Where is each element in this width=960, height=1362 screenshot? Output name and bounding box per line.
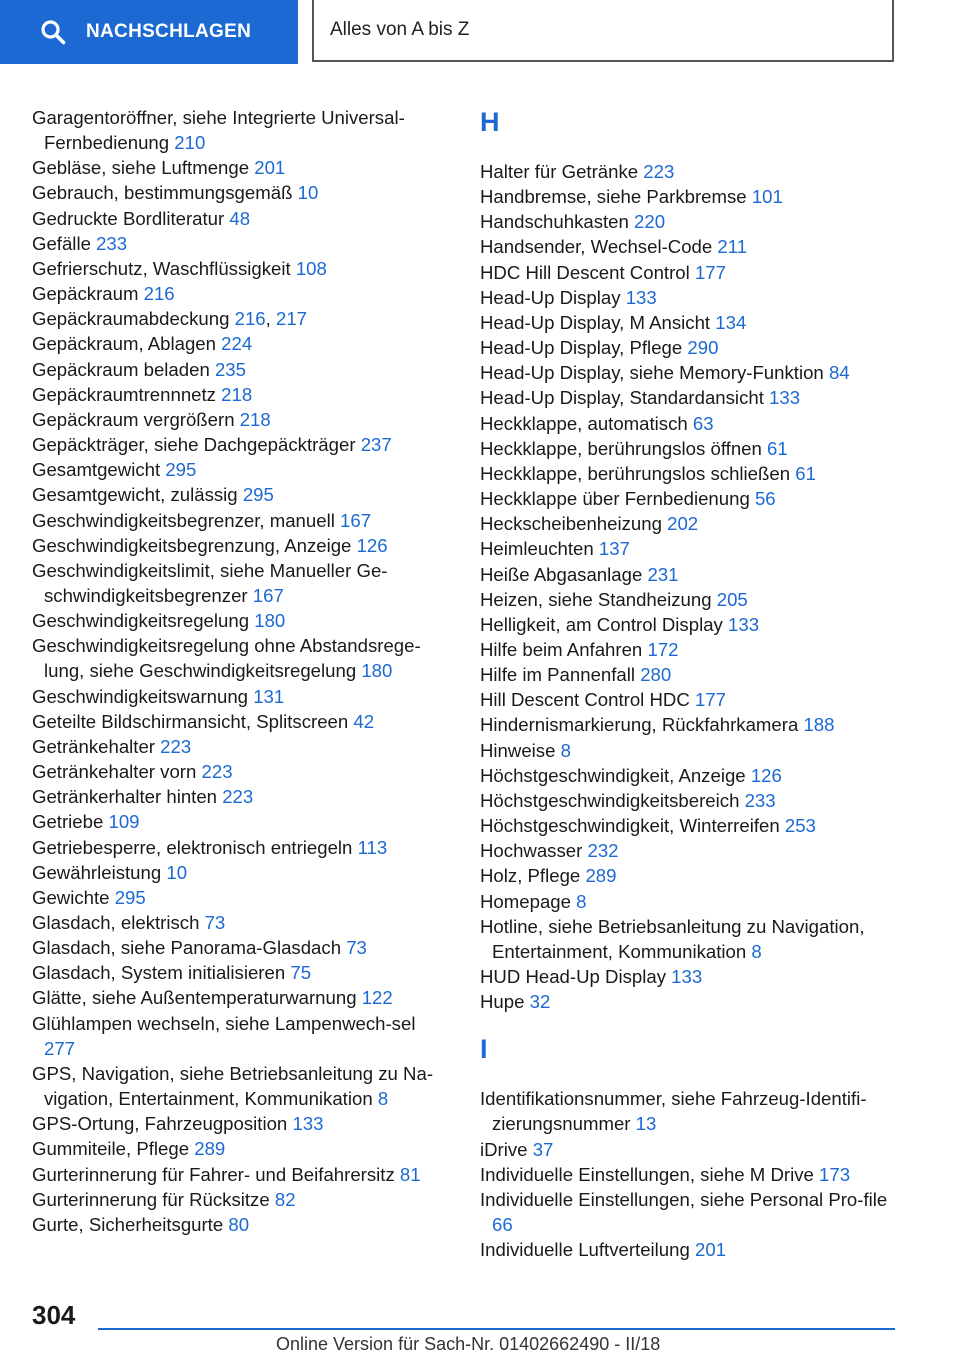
index-entry (480, 1137, 900, 1162)
index-entry (480, 159, 900, 184)
page-link[interactable]: 295 (114, 886, 146, 908)
index-entry (32, 206, 442, 231)
index-term: Gesamtgewicht (32, 459, 161, 481)
index-column-left (32, 105, 442, 1237)
page-link[interactable]: 211 (717, 236, 748, 258)
index-term: Gepäckraumabdeckung (32, 308, 230, 330)
search-icon (40, 19, 66, 45)
page-link[interactable]: 202 (667, 513, 699, 535)
page-link[interactable]: 295 (242, 484, 274, 506)
page-link[interactable]: 8 (751, 940, 762, 962)
index-term: Handsender, Wechsel-Code (480, 236, 713, 258)
page-link[interactable]: 133 (671, 966, 703, 987)
index-term: Head-Up Display, Standardansicht (480, 387, 764, 409)
index-term: Identifikationsnummer, siehe Fahrzeug-Identifi-zierungsnummer (480, 1088, 867, 1135)
page-link[interactable]: 220 (634, 211, 666, 233)
index-entry (32, 105, 442, 155)
page-link[interactable]: 73 (204, 912, 226, 933)
index-term: Getränkehalter (32, 735, 155, 757)
index-column-right (480, 105, 900, 1262)
page-link[interactable]: 216 (234, 308, 266, 330)
index-entry (480, 536, 900, 561)
page-link[interactable]: 188 (803, 714, 835, 736)
page-link[interactable]: 134 (715, 311, 747, 333)
index-entry (32, 382, 442, 407)
index-term: Gesamtgewicht, zulässig (32, 484, 238, 506)
page-link[interactable]: 280 (640, 664, 672, 686)
page-link[interactable]: 223 (201, 761, 233, 783)
index-term: Gepäckraumtrennnetz (32, 383, 216, 405)
section-letter: I (480, 1034, 488, 1065)
page-link[interactable]: 101 (751, 186, 783, 208)
page-link[interactable]: 231 (647, 563, 679, 585)
index-term: Hindernismarkierung, Rückfahrkamera (480, 714, 799, 736)
index-term: Hilfe beim Anfahren (480, 638, 643, 660)
index-term: Geschwindigkeitsregelung (32, 610, 250, 632)
index-term: Geschwindigkeitsregelung ohne Abstandsrege-lung, siehe Geschwindigkeitsregelung (32, 635, 421, 682)
index-term: GPS, Navigation, siehe Betriebsanleitung zu Na-vigation, Entertainment, Kommunikation (32, 1062, 434, 1110)
index-entry (32, 357, 442, 382)
page-link[interactable]: 32 (529, 991, 551, 1013)
index-term: Hilfe im Pannenfall (480, 664, 636, 686)
index-entry (32, 533, 442, 558)
index-term: Geteilte Bildschirmansicht, Splitscreen (32, 710, 349, 732)
page-link[interactable]: 131 (253, 685, 285, 707)
page-link[interactable]: 235 (214, 358, 246, 380)
index-entry (32, 759, 442, 784)
index-entry (32, 1187, 442, 1212)
page-link[interactable]: 84 (828, 362, 850, 384)
index-term: Hochwasser (480, 840, 583, 862)
page-link[interactable]: 205 (716, 588, 748, 610)
index-entry (32, 1136, 442, 1161)
page-link[interactable]: 80 (228, 1213, 250, 1235)
index-term: Gepäckraum (32, 283, 139, 305)
index-entry (32, 508, 442, 533)
index-term: Heiße Abgasanlage (480, 563, 643, 585)
page-link[interactable]: 126 (356, 534, 388, 556)
index-term: Garagentoröffner, siehe Integrierte Universal-Fernbedienung (32, 107, 405, 154)
index-term: Holz, Pflege (480, 865, 581, 887)
index-term: Getränkehalter vorn (32, 761, 197, 783)
index-entry (480, 385, 900, 410)
index-entry (480, 587, 900, 612)
page-link[interactable]: 61 (767, 437, 788, 459)
index-entry (32, 684, 442, 709)
page-link[interactable]: 180 (361, 660, 393, 682)
index-entry (480, 914, 900, 964)
index-entry (32, 1162, 442, 1187)
page-link[interactable]: 133 (728, 613, 760, 635)
page-link[interactable]: 10 (166, 861, 188, 883)
index-entry (32, 734, 442, 759)
index-term: Geschwindigkeitsbegrenzung, Anzeige (32, 534, 352, 556)
index-entry (32, 331, 442, 356)
page-link[interactable]: 233 (744, 789, 776, 811)
index-term: Glasdach, siehe Panorama-Glasdach (32, 937, 342, 959)
index-entry (32, 231, 442, 256)
index-term: Heckscheibenheizung (480, 513, 662, 535)
index-term: Höchstgeschwindigkeit, Anzeige (480, 764, 746, 786)
index-term: Gepäckträger, siehe Dachgepäckträger (32, 434, 356, 456)
page-link[interactable]: 224 (221, 333, 253, 355)
page-link[interactable]: 81 (399, 1163, 421, 1185)
index-entry (32, 1061, 442, 1111)
index-term: Hupe (480, 991, 525, 1013)
index-entry (32, 482, 442, 507)
page-link[interactable]: 8 (377, 1088, 389, 1110)
index-term: Heizen, siehe Standheizung (480, 588, 712, 610)
index-entry (32, 910, 442, 935)
page-link[interactable]: 218 (239, 408, 271, 430)
index-term: Glühlampen wechseln, siehe Lampenwech-sel (32, 1012, 416, 1034)
page-link[interactable]: 253 (784, 815, 816, 837)
index-entry (32, 407, 442, 432)
index-term: Geschwindigkeitsbegrenzer, manuell (32, 509, 335, 531)
index-entry (32, 633, 442, 683)
page-link[interactable]: 82 (274, 1188, 296, 1210)
index-term: Gummiteile, Pflege (32, 1138, 190, 1160)
page-link[interactable]: 295 (165, 459, 197, 481)
index-entry (480, 335, 900, 360)
index-term: Gebläse, siehe Luftmenge (32, 157, 250, 179)
index-entry (480, 738, 900, 763)
index-term: iDrive (480, 1138, 528, 1160)
page-link[interactable]: 218 (221, 383, 253, 405)
index-term: Gurte, Sicherheitsgurte (32, 1213, 224, 1235)
page-link[interactable]: 289 (585, 865, 617, 887)
index-entry (480, 461, 900, 486)
page-number: 304 (32, 1300, 76, 1330)
page-link[interactable]: 63 (692, 412, 714, 434)
index-term: Gewährleistung (32, 861, 162, 883)
index-entry (32, 1111, 442, 1136)
index-entry (32, 784, 442, 809)
index-entry (32, 709, 442, 734)
page-link[interactable]: 126 (750, 764, 782, 786)
page-link[interactable]: 232 (587, 840, 619, 862)
index-term: Geschwindigkeitswarnung (32, 685, 249, 707)
index-term: Individuelle Einstellungen, siehe Personal Pro-file (480, 1188, 888, 1210)
index-term: Getriebe (32, 811, 104, 833)
index-entry (480, 1162, 900, 1187)
index-term: Individuelle Einstellungen, siehe M Drive (480, 1163, 814, 1185)
page-link[interactable]: 177 (694, 261, 726, 283)
page-link[interactable]: 167 (252, 584, 284, 606)
index-term: Individuelle Luftverteilung (480, 1239, 690, 1261)
index-term: Gepäckraum, Ablagen (32, 333, 216, 355)
page-link[interactable]: 172 (647, 638, 679, 660)
section-title: Alles von A bis Z (330, 19, 470, 40)
index-term: Handbremse, siehe Parkbremse (480, 186, 747, 208)
page-link[interactable]: 113 (357, 836, 388, 858)
page-link[interactable]: 8 (560, 739, 571, 761)
page-link[interactable]: 133 (769, 387, 801, 409)
index-entry (480, 511, 900, 536)
index-entry (480, 310, 900, 335)
index-term: Höchstgeschwindigkeitsbereich (480, 789, 740, 811)
header-bar (0, 0, 960, 66)
page-link[interactable]: 217 (275, 308, 308, 330)
page-link[interactable]: 48 (229, 207, 251, 229)
index-term: Gewichte (32, 886, 110, 908)
index-entry (32, 860, 442, 885)
index-entry: Gepäckraumabdeckung 216, 217 (32, 308, 308, 330)
page-link[interactable]: 122 (361, 987, 393, 1009)
index-entry (32, 281, 442, 306)
index-term: Gurterinnerung für Rücksitze (32, 1188, 270, 1210)
index-term: HDC Hill Descent Control (480, 261, 690, 283)
index-entry (480, 360, 900, 385)
page-link[interactable]: 277 (44, 1037, 76, 1059)
index-entry (32, 885, 442, 910)
page-link[interactable]: 173 (819, 1163, 851, 1185)
page-link[interactable]: 10 (297, 182, 319, 204)
page-link[interactable]: 177 (694, 689, 726, 711)
index-entry (32, 608, 442, 633)
page-link[interactable]: 8 (576, 890, 587, 912)
index-entry (480, 234, 900, 259)
index-term: Getriebesperre, elektronisch entriegeln (32, 836, 353, 858)
page-link[interactable]: 180 (254, 610, 286, 632)
page-link[interactable]: 133 (292, 1113, 324, 1135)
index-term: Heckklappe, automatisch (480, 412, 688, 434)
index-entry (32, 835, 442, 860)
page-link[interactable]: 201 (695, 1239, 727, 1261)
index-entry (32, 457, 442, 482)
index-entry (32, 1212, 442, 1237)
index-term: Head-Up Display, siehe Memory-Funktion (480, 362, 824, 384)
index-entry (480, 436, 900, 461)
page-link[interactable]: 167 (340, 509, 372, 531)
index-entry (480, 662, 900, 687)
index-entry (480, 813, 900, 838)
index-entry (480, 1237, 900, 1262)
index-term: Höchstgeschwindigkeit, Winterreifen (480, 815, 780, 837)
page-link[interactable]: 137 (598, 538, 630, 560)
index-entry (32, 558, 442, 608)
page-link[interactable]: 223 (222, 786, 254, 808)
tab-nachschlagen[interactable] (0, 0, 298, 64)
index-entry (480, 763, 900, 788)
index-term: Handschuhkasten (480, 211, 629, 233)
page-link[interactable]: 66 (492, 1214, 513, 1236)
index-entry (480, 562, 900, 587)
page-link[interactable]: 223 (160, 735, 192, 757)
index-term: Head-Up Display, Pflege (480, 337, 683, 359)
index-term: Hill Descent Control HDC (480, 689, 690, 711)
index-term: Heckklappe über Fernbedienung (480, 488, 750, 510)
index-term: Gepäckraum vergrößern (32, 408, 235, 430)
page-link[interactable]: 109 (108, 811, 140, 833)
index-entry (32, 180, 442, 205)
tab-label: NACHSCHLAGEN (86, 21, 252, 42)
footer-version: Online Version für Sach-Nr. 01402662490 - II/18 (276, 1334, 661, 1354)
page-link[interactable]: 42 (353, 710, 375, 732)
index-term: Heckklappe, berührungslos schließen (480, 462, 791, 484)
index-term: Heckklappe, berührungslos öffnen (480, 437, 762, 459)
page-link[interactable]: 223 (643, 161, 675, 182)
index-entry (480, 1187, 900, 1237)
index-entry (480, 486, 900, 511)
section-letter: H (480, 107, 500, 137)
footer-divider (98, 1328, 895, 1330)
index-entry (480, 285, 900, 310)
index-entry (32, 985, 442, 1010)
page-link[interactable]: 61 (795, 462, 816, 484)
index-entry (480, 964, 900, 989)
index-entry (480, 838, 900, 863)
index-term: Glätte, siehe Außentemperaturwarnung (32, 987, 357, 1009)
index-term: Hinweise (480, 739, 556, 761)
page-link[interactable]: 201 (254, 157, 286, 179)
index-term: Geschwindigkeitslimit, siehe Manueller Ge-schwindigkeitsbegrenzer (32, 559, 388, 606)
index-entry (480, 637, 900, 662)
page-link[interactable]: 289 (194, 1138, 226, 1160)
page-link[interactable]: 216 (143, 283, 175, 305)
index-entry (480, 260, 900, 285)
index-term: Heimleuchten (480, 538, 594, 560)
index-entry (32, 155, 442, 180)
index-term: GPS-Ortung, Fahrzeugposition (32, 1113, 288, 1135)
page-link[interactable]: 56 (754, 488, 776, 510)
index-entry (32, 809, 442, 834)
index-entry (480, 612, 900, 637)
page-link[interactable]: 210 (174, 132, 206, 154)
page-link[interactable]: 75 (290, 962, 312, 984)
index-entry (32, 432, 442, 457)
index-entry (32, 960, 442, 985)
page-link[interactable]: 13 (635, 1113, 657, 1135)
index-term: Helligkeit, am Control Display (480, 613, 723, 635)
index-term: Gefälle (32, 232, 91, 254)
index-term: Getränkerhalter hinten (32, 786, 218, 808)
index-entry (480, 712, 900, 737)
index-entry (480, 863, 900, 888)
page-link[interactable]: 108 (295, 257, 327, 279)
page-link[interactable]: 237 (360, 434, 392, 456)
index-term: Head-Up Display (480, 286, 621, 308)
index-entry (480, 184, 900, 209)
page-link[interactable]: 133 (625, 286, 657, 308)
page-link[interactable]: 233 (96, 232, 128, 254)
index-entry (32, 1011, 442, 1061)
index-term: Gurterinnerung für Fahrer- und Beifahrersitz (32, 1163, 395, 1185)
index-term: Head-Up Display, M Ansicht (480, 311, 711, 333)
index-entry (32, 935, 442, 960)
index-term: Homepage (480, 890, 571, 912)
index-term: Hotline, siehe Betriebsanleitung zu Navigation, Entertainment, Kommunikation (480, 915, 865, 962)
index-entry (32, 256, 442, 281)
index-term: Gefrierschutz, Waschflüssigkeit (32, 257, 291, 279)
index-entry (480, 1086, 900, 1136)
index-term: Gedruckte Bordliteratur (32, 207, 225, 229)
index-term: HUD Head-Up Display (480, 966, 666, 987)
page-link[interactable]: 37 (532, 1138, 554, 1160)
section-title-frame (312, 0, 894, 62)
page-link[interactable]: 290 (687, 337, 719, 359)
index-term: Halter für Getränke (480, 161, 639, 182)
index-entry (480, 687, 900, 712)
index-entry (480, 788, 900, 813)
index-entry (480, 889, 900, 914)
index-entry (480, 209, 900, 234)
index-term: Glasdach, elektrisch (32, 912, 200, 933)
index-entry (480, 411, 900, 436)
index-term: Glasdach, System initialisieren (32, 962, 286, 984)
page-link[interactable]: 73 (346, 937, 367, 959)
index-entry (480, 989, 900, 1014)
index-term: Gebrauch, bestimmungsgemäß (32, 182, 293, 204)
index-term: Gepäckraum beladen (32, 358, 210, 380)
